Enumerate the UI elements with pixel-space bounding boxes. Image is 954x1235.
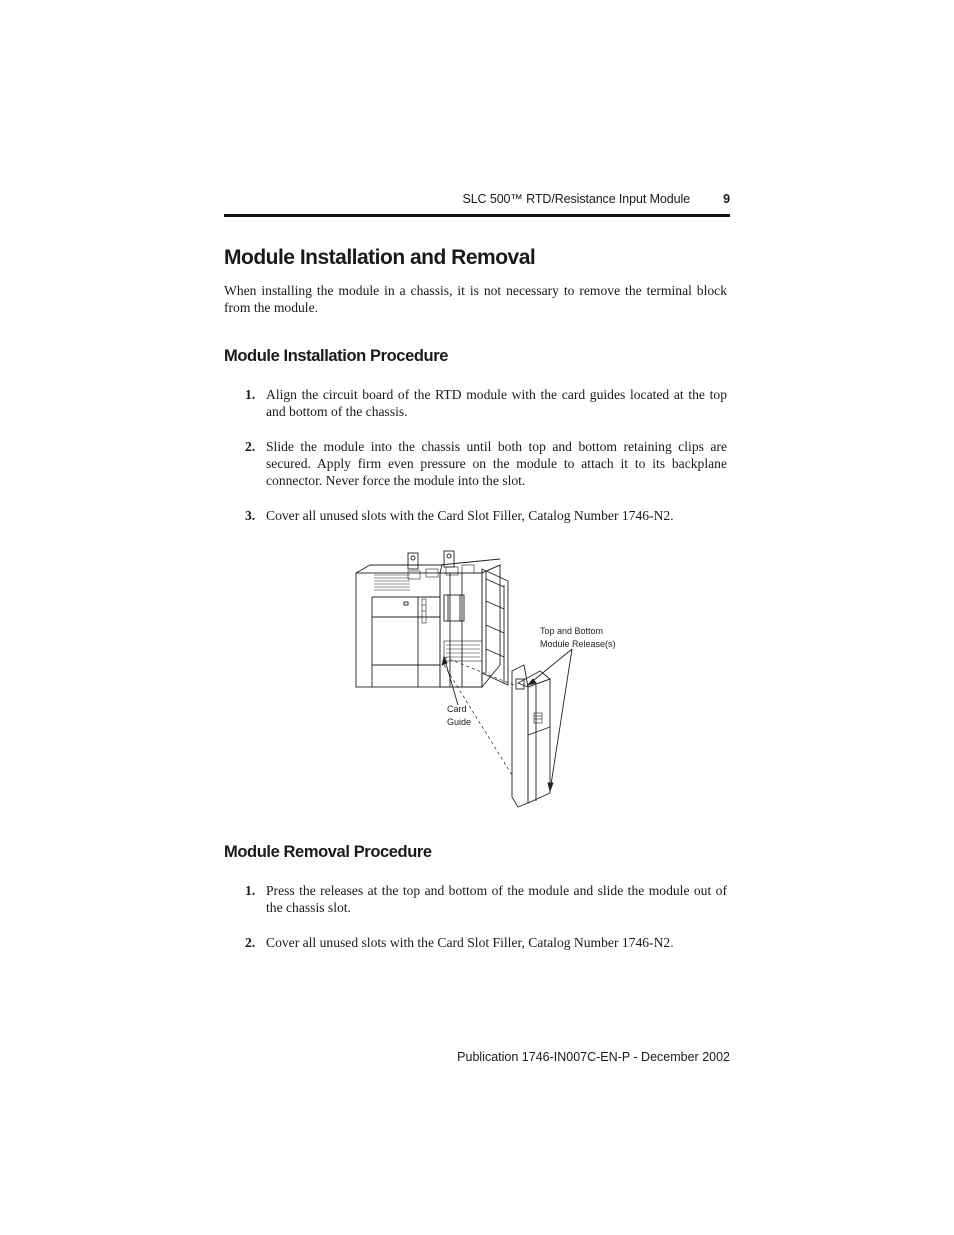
step-number: 1. <box>245 387 256 402</box>
release-label-line-2: Module Release(s) <box>540 639 616 649</box>
step-text: Slide the module into the chassis until both top and bottom retaining clips are secured. Apply firm even pressure on the module to attach it to its backplane connector. Never force the module into the slot. <box>266 439 727 488</box>
card-guide-label <box>447 703 471 729</box>
running-header <box>224 192 730 210</box>
release-label <box>540 625 616 651</box>
installation-step-1 <box>245 386 727 420</box>
module-installation-figure <box>350 545 650 815</box>
header-title: SLC 500™ RTD/Resistance Input Module <box>462 192 690 206</box>
step-number: 3. <box>245 508 256 523</box>
page-number: 9 <box>723 192 730 206</box>
section-title: Module Installation and Removal <box>224 246 536 269</box>
chassis-illustration <box>350 545 650 815</box>
step-number: 2. <box>245 935 256 950</box>
card-guide-label-line-1: Card <box>447 704 467 714</box>
step-text: Press the releases at the top and bottom of the module and slide the module out of the chassis slot. <box>266 883 727 915</box>
card-guide-label-line-2: Guide <box>447 717 472 727</box>
release-label-line-1: Top and Bottom <box>540 626 604 636</box>
step-text: Cover all unused slots with the Card Slot Filler, Catalog Number 1746-N2. <box>266 935 674 950</box>
intro-paragraph: When installing the module in a chassis, it is not necessary to remove the terminal block from the module. <box>224 283 727 315</box>
installation-title: Module Installation Procedure <box>224 347 449 365</box>
removal-title: Module Removal Procedure <box>224 843 432 861</box>
step-text: Align the circuit board of the RTD module with the card guides located at the top and bottom of the chassis. <box>266 387 727 419</box>
removal-step-2 <box>245 934 727 951</box>
step-number: 2. <box>245 439 256 454</box>
removal-step-1 <box>245 882 727 916</box>
publication-footer: Publication 1746-IN007C-EN-P - December 2002 <box>457 1050 730 1064</box>
header-rule <box>224 214 730 217</box>
step-text: Cover all unused slots with the Card Slot Filler, Catalog Number 1746-N2. <box>266 508 674 523</box>
installation-step-3 <box>245 507 727 524</box>
installation-step-2 <box>245 438 727 489</box>
step-number: 1. <box>245 883 256 898</box>
